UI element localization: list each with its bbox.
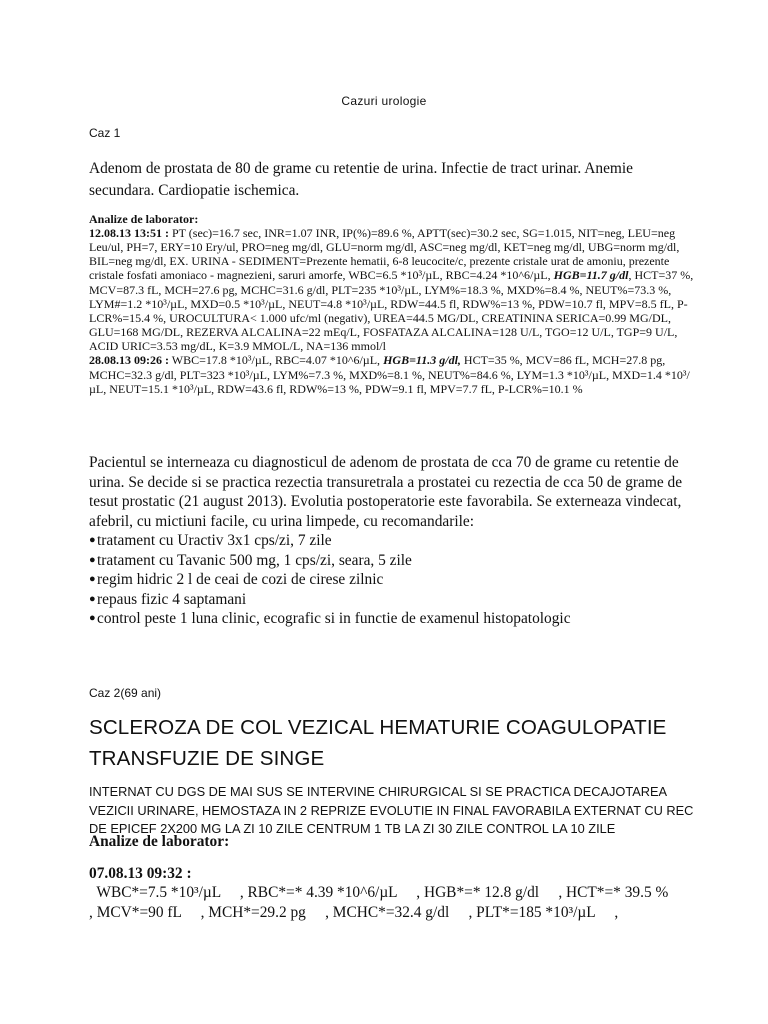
case2-values-line2: , MCV*=90 fL , MCH*=29.2 pg , MCHC*=32.4 g/dl , PLT*=185 *10³/µL ,	[89, 904, 619, 921]
case2-values-line1: WBC*=7.5 *10³/µL , RBC*=* 4.39 *10^6/µL , HGB*=* 12.8 g/dl , HCT*=* 39.5 %	[89, 884, 669, 901]
list-item-text: tratament cu Uractiv 3x1 cps/zi, 7 zile	[97, 532, 332, 549]
list-item-text: control peste 1 luna clinic, ecografic si in functie de examenul histopatologic	[97, 610, 571, 627]
list-item	[89, 609, 702, 629]
case2-headline: SCLEROZA DE COL VEZICAL HEMATURIE COAGULOPATIE TRANSFUZIE DE SINGE	[89, 716, 667, 770]
case1-course-text: Pacientul se interneaza cu diagnosticul de adenom de prostata de cca 70 de grame cu retentie de urina. Se decide si se practica rezectia transuretrala a prostatei cu rezectia de cca 50 de grame de tesut prostatic (21 august 2013). Evolutia postoperatorie este favorabila. Se externeaza vindecat, afebril, cu mictiuni facile, cu urina limpede, cu recomandarile:	[89, 454, 683, 530]
case2-heading: Caz 2(69 ani)	[89, 686, 162, 700]
lab2-values-part2: HCT=35 %, MCV=86 fL, MCH=27.8 pg, MCHC=32.3 g/dl, PLT=323 *10³/µL, LYM%=7.3 %, MXD%=8.1 %, NEUT%=84.6 %, LYM=1.3 *10³/µL, MXD=1.4 *10³/µL, NEUT=15.1 *10³/µL, RDW=43.6 fl, RDW%=13 %, PDW=9.1 fl, MPV=7.7 fL, P-LCR%=10.1 %	[89, 353, 690, 396]
lab1-values-part1: PT (sec)=16.7 sec, INR=1.07 INR, IP(%)=89.6 %, APTT(sec)=30.2 sec, SG=1.015, NIT=neg, LEU=neg Leu/ul, PH=7, ERY=10 Ery/ul, PRO=neg mg/dl, GLU=norm mg/dl, ASC=neg mg/dl, KET=neg mg/dl, UBG=norm mg/dl, BIL=neg mg/dl, EX. URINA - SEDIMENT=Prezente hematii, 6-8 leucocite/c, prezente cristale urat de amoniu, prezente cristale fosfati amoniaco - magnezieni, saruri amorfe, WBC=6.5 *10³/µL, RBC=4.24 *10^6/µL,	[89, 226, 680, 283]
lab1-hgb: HGB=11.7 g/dl	[553, 268, 629, 283]
case1-lab-results	[89, 226, 702, 396]
lab2-date: 28.08.13 09:26 :	[89, 353, 169, 368]
lab1-date: 12.08.13 13:51 :	[89, 226, 169, 240]
document-title: Cazuri urologie	[341, 94, 427, 108]
lab1-values-part2: , HCT=37 %, MCV=87.3 fL, MCH=27.6 pg, MCHC=31.6 g/dl, PLT=235 *10³/µL, LYM%=18.3 %, MXD%=8.4 %, NEUT%=73.3 %, LYM#=1.2 *10³/µL, MXD=0.5 *10³/µL, NEUT=4.8 *10³/µL, RDW=44.5 fl, RDW%=13 %, PDW=10.7 fl, MPV=8.5 fL, P-LCR%=15.4 %, UROCULTURA< 1.000 ufc/ml (negativ), UREA=44.5 MG/DL, CREATININA SERICA=0.99 MG/DL, GLU=168 MG/DL, REZERVA ALCALINA=22 mEq/L, FOSFATAZA ALCALINA=128 U/L, TGO=12 U/L, TGP=9 U/L, ACID URIC=3.53 mg/dL, K=3.9 MMOL/L, NA=136 mmol/l	[89, 268, 694, 354]
list-item	[89, 590, 702, 610]
bullet-icon: ●	[89, 573, 96, 585]
case1-intro: Adenom de prostata de 80 de grame cu retentie de urina. Infectie de tract urinar. Anemie secundara. Cardiopatie ischemica.	[89, 160, 633, 199]
case2-lab-date: 07.08.13 09:32 :	[89, 865, 192, 882]
case2-lab-values	[89, 883, 702, 923]
bullet-icon: ●	[89, 553, 96, 566]
list-item-text: repaus fizic 4 saptamani	[97, 590, 247, 608]
case2-summary: INTERNAT CU DGS DE MAI SUS SE INTERVINE CHIRURGICAL SI SE PRACTICA DECAJOTAREA VEZICII URINARE, HEMOSTAZA IN 2 REPRIZE EVOLUTIE IN FINAL FAVORABILA EXTERNAT CU REC DE EPICEF 2X200 MG LA ZI 10 ZILE CENTRUM 1 TB LA ZI 30 ZILE CONTROL LA 10 ZILE	[89, 784, 694, 836]
lab2-values-part1: WBC=17.8 *10³/µL, RBC=4.07 *10^6/µL,	[169, 353, 384, 368]
list-item-text: regim hidric 2 l de ceai de cozi de cirese zilnic	[97, 571, 384, 588]
bullet-icon: ●	[89, 612, 96, 624]
list-item	[89, 551, 702, 571]
bullet-icon: ●	[89, 592, 96, 605]
recommendations-list	[89, 531, 702, 629]
list-item	[89, 531, 702, 551]
case1-lab-heading: Analize de laborator:	[89, 212, 199, 226]
case2-lab-heading: Analize de laborator:	[89, 833, 230, 850]
case1-course	[89, 453, 702, 629]
list-item	[89, 570, 702, 590]
bullet-icon: ●	[89, 534, 96, 546]
lab2-hgb: HGB=11.3 g/dl,	[383, 353, 461, 368]
list-item-text: tratament cu Tavanic 500 mg, 1 cps/zi, seara, 5 zile	[97, 551, 412, 569]
case1-heading: Caz 1	[89, 126, 121, 140]
